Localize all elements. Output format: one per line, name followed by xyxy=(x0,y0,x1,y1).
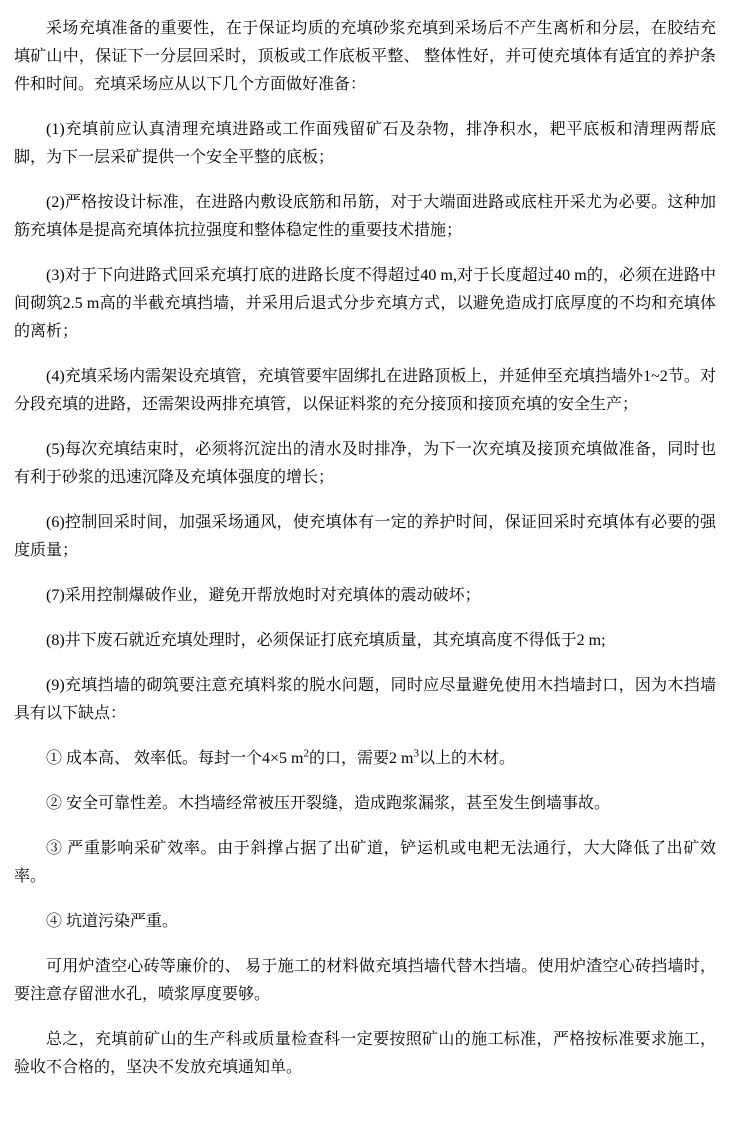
text-run: 总之，充填前矿山的生产科或质量检查科一定要按照矿山的施工标准，严格按标准要求施工，验收不合格的，坚决不发放充填通知单。 xyxy=(14,1031,716,1076)
paragraph-item-8 xyxy=(14,627,716,655)
text-run: (1)充填前应认真清理充填进路或工作面残留矿石及杂物，排净积水，耙平底板和清理两帮底脚，为下一层采矿提供一个安全平整的底板； xyxy=(14,121,716,166)
paragraph-defect-2 xyxy=(14,790,716,818)
text-run: 可用炉渣空心砖等廉价的、 易于施工的材料做充填挡墙代替木挡墙。使用炉渣空心砖挡墙时，要注意存留泄水孔，喷浆厚度要够。 xyxy=(14,958,716,1003)
paragraph-defect-1 xyxy=(14,745,716,773)
paragraph-item-1 xyxy=(14,116,716,172)
text-run: (9)充填挡墙的砌筑要注意充填料浆的脱水问题，同时应尽量避免使用木挡墙封口，因为木挡墙具有以下缺点： xyxy=(14,677,716,722)
superscript-text: 3 xyxy=(413,747,419,760)
text-run: (7)采用控制爆破作业，避免开帮放炮时对充填体的震动破坏； xyxy=(46,587,481,604)
paragraph-item-5 xyxy=(14,436,716,492)
paragraph-conclusion xyxy=(14,1026,716,1082)
text-run: (5)每次充填结束时，必须将沉淀出的清水及时排净，为下一次充填及接顶充填做准备，同时也有利于砂浆的迅速沉降及充填体强度的增长； xyxy=(14,441,716,486)
text-run: ③ 严重影响采矿效率。由于斜撑占据了出矿道，铲运机或电耙无法通行，大大降低了出矿效率。 xyxy=(14,840,716,885)
paragraph-defect-4 xyxy=(14,908,716,936)
text-run: (2)严格按设计标准，在进路内敷设底筋和吊筋，对于大端面进路或底柱开采尤为必要。这种加筋充填体是提高充填体抗拉强度和整体稳定性的重要技术措施； xyxy=(14,194,716,239)
paragraph-item-7 xyxy=(14,582,716,610)
text-run: ① 成本高、 效率低。每封一个4×5 m xyxy=(46,750,304,767)
text-run: (3)对于下向进路式回采充填打底的进路长度不得超过40 m,对于长度超过40 m的，必须在进路中间砌筑2.5 m高的半截充填挡墙，并采用后退式分步充填方式，以避免造成打底厚度的不均和充填体的离析； xyxy=(14,267,716,340)
paragraph-item-2 xyxy=(14,189,716,245)
text-run: (6)控制回采时间，加强采场通风，使充填体有一定的养护时间，保证回采时充填体有必要的强度质量； xyxy=(14,514,716,559)
superscript-text: 2 xyxy=(303,747,309,760)
text-run: 采场充填准备的重要性，在于保证均质的充填砂浆充填到采场后不产生离析和分层，在胶结充填矿山中，保证下一分层回采时，顶板或工作底板平整、 整体性好，并可使充填体有适宜的养护条件和时间。充填采场应从以下几个方面做好准备： xyxy=(14,20,716,93)
paragraph-intro xyxy=(14,15,716,99)
text-run: 的口，需要2 m xyxy=(308,750,414,767)
paragraph-defect-3 xyxy=(14,835,716,891)
text-run: (8)井下废石就近充填处理时，必须保证打底充填质量，其充填高度不得低于2 m; xyxy=(46,632,606,649)
text-run: ④ 坑道污染严重。 xyxy=(46,913,179,930)
paragraph-item-4 xyxy=(14,363,716,419)
document-body xyxy=(14,15,716,1082)
paragraph-alternative-material xyxy=(14,953,716,1009)
paragraph-item-3 xyxy=(14,262,716,346)
paragraph-item-6 xyxy=(14,509,716,565)
text-run: (4)充填采场内需架设充填管，充填管要牢固绑扎在进路顶板上，并延伸至充填挡墙外1~2节。对分段充填的进路，还需架设两排充填管，以保证料浆的充分接顶和接顶充填的安全生产； xyxy=(14,368,716,413)
paragraph-item-9 xyxy=(14,672,716,728)
text-run: ② 安全可靠性差。木挡墙经常被压开裂缝，造成跑浆漏浆，甚至发生倒墙事故。 xyxy=(46,795,611,812)
text-run: 以上的木材。 xyxy=(418,750,515,767)
